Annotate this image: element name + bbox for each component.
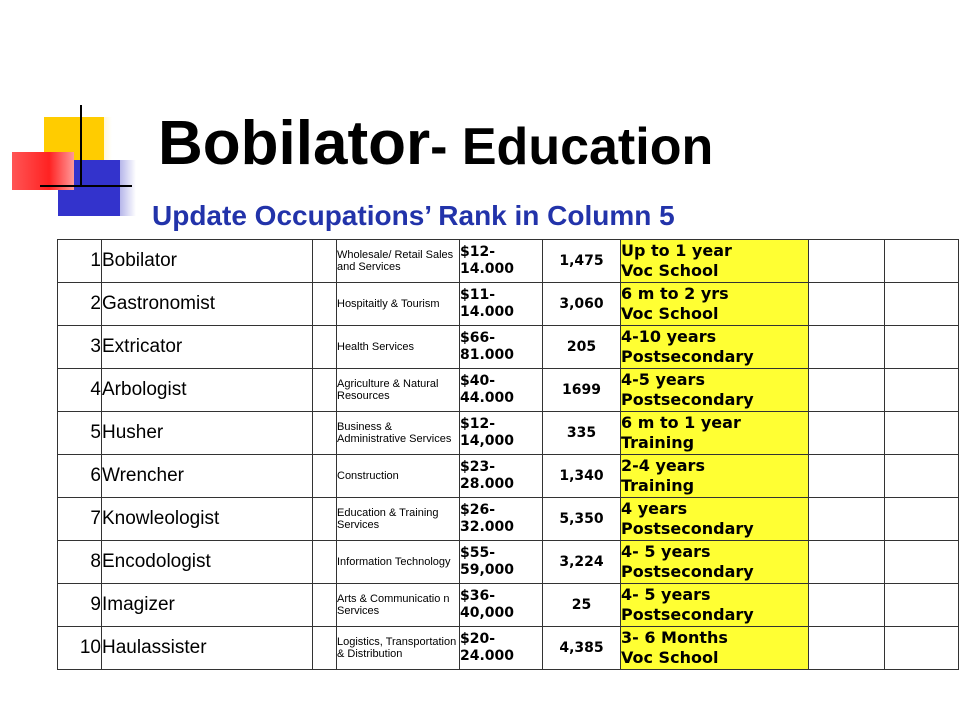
- education-cell: [621, 326, 809, 369]
- occupation-name-cell: Knowleologist: [102, 498, 313, 541]
- rank-input-cell[interactable]: [809, 283, 885, 326]
- table-row: [58, 584, 959, 627]
- education-cell: [621, 369, 809, 412]
- decor-vertical-line: [80, 105, 82, 185]
- education-duration: 4- 5 years: [621, 585, 711, 604]
- slide-subtitle: Update Occupations’ Rank in Column 5: [152, 200, 675, 231]
- occupation-name-cell: Husher: [102, 412, 313, 455]
- salary-high: 44.000: [460, 390, 515, 406]
- openings-cell: 1,340: [543, 455, 621, 498]
- openings-cell: 5,350: [543, 498, 621, 541]
- openings-cell: 3,224: [543, 541, 621, 584]
- career-cluster-cell: Education & Training Services: [337, 498, 460, 541]
- rank-input-cell[interactable]: [809, 240, 885, 283]
- blank-cell: [885, 627, 959, 670]
- education-duration: 6 m to 2 yrs: [621, 284, 729, 303]
- salary-low: $12-: [460, 244, 496, 260]
- rank-cell: 2: [58, 283, 102, 326]
- rank-cell: 3: [58, 326, 102, 369]
- blank-cell: [313, 412, 337, 455]
- blank-cell: [885, 455, 959, 498]
- salary-high: 14,000: [460, 433, 515, 449]
- salary-high: 32.000: [460, 519, 515, 535]
- education-duration: 3- 6 Months: [621, 628, 728, 647]
- salary-cell: [460, 584, 543, 627]
- occupation-name-cell: Extricator: [102, 326, 313, 369]
- table-row: [58, 455, 959, 498]
- salary-cell: [460, 326, 543, 369]
- salary-high: 40,000: [460, 605, 515, 621]
- rank-cell: 8: [58, 541, 102, 584]
- career-cluster-cell: Logistics, Transportation & Distribution: [337, 627, 460, 670]
- education-duration: 6 m to 1 year: [621, 413, 741, 432]
- openings-cell: 1,475: [543, 240, 621, 283]
- blank-cell: [313, 240, 337, 283]
- blank-cell: [313, 627, 337, 670]
- rank-cell: 5: [58, 412, 102, 455]
- table-row: [58, 412, 959, 455]
- education-type: Voc School: [621, 648, 719, 667]
- openings-cell: 1699: [543, 369, 621, 412]
- salary-cell: [460, 412, 543, 455]
- table-row: [58, 627, 959, 670]
- blank-cell: [885, 498, 959, 541]
- education-type: Postsecondary: [621, 605, 754, 624]
- salary-low: $20-: [460, 631, 496, 647]
- rank-input-cell[interactable]: [809, 455, 885, 498]
- career-cluster-cell: Health Services: [337, 326, 460, 369]
- salary-high: 28.000: [460, 476, 515, 492]
- education-duration: 2-4 years: [621, 456, 705, 475]
- title-main: Bobilator: [158, 109, 431, 178]
- blank-cell: [313, 326, 337, 369]
- blank-cell: [313, 498, 337, 541]
- salary-high: 59,000: [460, 562, 515, 578]
- occupations-table: [57, 239, 959, 670]
- salary-low: $26-: [460, 502, 496, 518]
- education-type: Postsecondary: [621, 562, 754, 581]
- rank-input-cell[interactable]: [809, 326, 885, 369]
- career-cluster-cell: Wholesale/ Retail Sales and Services: [337, 240, 460, 283]
- salary-low: $11-: [460, 287, 496, 303]
- education-cell: [621, 283, 809, 326]
- rank-input-cell[interactable]: [809, 584, 885, 627]
- rank-cell: 10: [58, 627, 102, 670]
- salary-low: $12-: [460, 416, 496, 432]
- blank-cell: [313, 455, 337, 498]
- career-cluster-cell: Agriculture & Natural Resources: [337, 369, 460, 412]
- salary-cell: [460, 369, 543, 412]
- salary-cell: [460, 240, 543, 283]
- rank-cell: 6: [58, 455, 102, 498]
- blank-cell: [313, 369, 337, 412]
- salary-high: 24.000: [460, 648, 515, 664]
- salary-cell: [460, 541, 543, 584]
- rank-input-cell[interactable]: [809, 541, 885, 584]
- occupation-name-cell: Encodologist: [102, 541, 313, 584]
- openings-cell: 3,060: [543, 283, 621, 326]
- education-type: Training: [621, 433, 695, 452]
- salary-cell: [460, 283, 543, 326]
- blank-cell: [885, 326, 959, 369]
- openings-cell: 4,385: [543, 627, 621, 670]
- occupation-name-cell: Wrencher: [102, 455, 313, 498]
- blank-cell: [885, 283, 959, 326]
- occupation-name-cell: Arbologist: [102, 369, 313, 412]
- occupation-name-cell: Gastronomist: [102, 283, 313, 326]
- career-cluster-cell: Construction: [337, 455, 460, 498]
- openings-cell: 205: [543, 326, 621, 369]
- blank-cell: [313, 584, 337, 627]
- salary-low: $23-: [460, 459, 496, 475]
- education-type: Postsecondary: [621, 347, 754, 366]
- career-cluster-cell: Information Technology: [337, 541, 460, 584]
- occupation-name-cell: Imagizer: [102, 584, 313, 627]
- salary-low: $40-: [460, 373, 496, 389]
- education-duration: 4-10 years: [621, 327, 717, 346]
- blank-cell: [885, 541, 959, 584]
- rank-input-cell[interactable]: [809, 369, 885, 412]
- salary-low: $36-: [460, 588, 496, 604]
- education-duration: 4-5 years: [621, 370, 705, 389]
- salary-low: $66-: [460, 330, 496, 346]
- education-cell: [621, 455, 809, 498]
- rank-cell: 1: [58, 240, 102, 283]
- education-cell: [621, 412, 809, 455]
- education-cell: [621, 498, 809, 541]
- table-row: [58, 240, 959, 283]
- education-type: Postsecondary: [621, 519, 754, 538]
- rank-input-cell[interactable]: [809, 498, 885, 541]
- education-duration: 4- 5 years: [621, 542, 711, 561]
- blank-cell: [885, 584, 959, 627]
- table-row: [58, 326, 959, 369]
- salary-high: 14.000: [460, 304, 515, 320]
- table-row: [58, 541, 959, 584]
- table-row: [58, 283, 959, 326]
- blank-cell: [313, 283, 337, 326]
- salary-cell: [460, 455, 543, 498]
- salary-low: $55-: [460, 545, 496, 561]
- career-cluster-cell: Arts & Communicatio n Services: [337, 584, 460, 627]
- rank-cell: 4: [58, 369, 102, 412]
- salary-cell: [460, 627, 543, 670]
- education-type: Postsecondary: [621, 390, 754, 409]
- table-row: [58, 498, 959, 541]
- career-cluster-cell: Hospitaitly & Tourism: [337, 283, 460, 326]
- education-type: Voc School: [621, 304, 719, 323]
- blank-cell: [885, 369, 959, 412]
- salary-high: 14.000: [460, 261, 515, 277]
- openings-cell: 335: [543, 412, 621, 455]
- occupation-name-cell: Bobilator: [102, 240, 313, 283]
- rank-input-cell[interactable]: [809, 412, 885, 455]
- rank-cell: 9: [58, 584, 102, 627]
- education-duration: 4 years: [621, 499, 688, 518]
- blank-cell: [313, 541, 337, 584]
- education-type: Training: [621, 476, 695, 495]
- occupation-name-cell: Haulassister: [102, 627, 313, 670]
- education-cell: [621, 541, 809, 584]
- salary-cell: [460, 498, 543, 541]
- education-cell: [621, 240, 809, 283]
- blank-cell: [885, 412, 959, 455]
- education-type: Voc School: [621, 261, 719, 280]
- blank-cell: [885, 240, 959, 283]
- openings-cell: 25: [543, 584, 621, 627]
- table-row: [58, 369, 959, 412]
- title-rest: - Education: [430, 118, 714, 176]
- career-cluster-cell: Business & Administrative Services: [337, 412, 460, 455]
- salary-high: 81.000: [460, 347, 515, 363]
- slide-title: [158, 108, 713, 179]
- education-duration: Up to 1 year: [621, 241, 732, 260]
- rank-cell: 7: [58, 498, 102, 541]
- decor-horizontal-line: [40, 185, 132, 187]
- rank-input-cell[interactable]: [809, 627, 885, 670]
- education-cell: [621, 584, 809, 627]
- education-cell: [621, 627, 809, 670]
